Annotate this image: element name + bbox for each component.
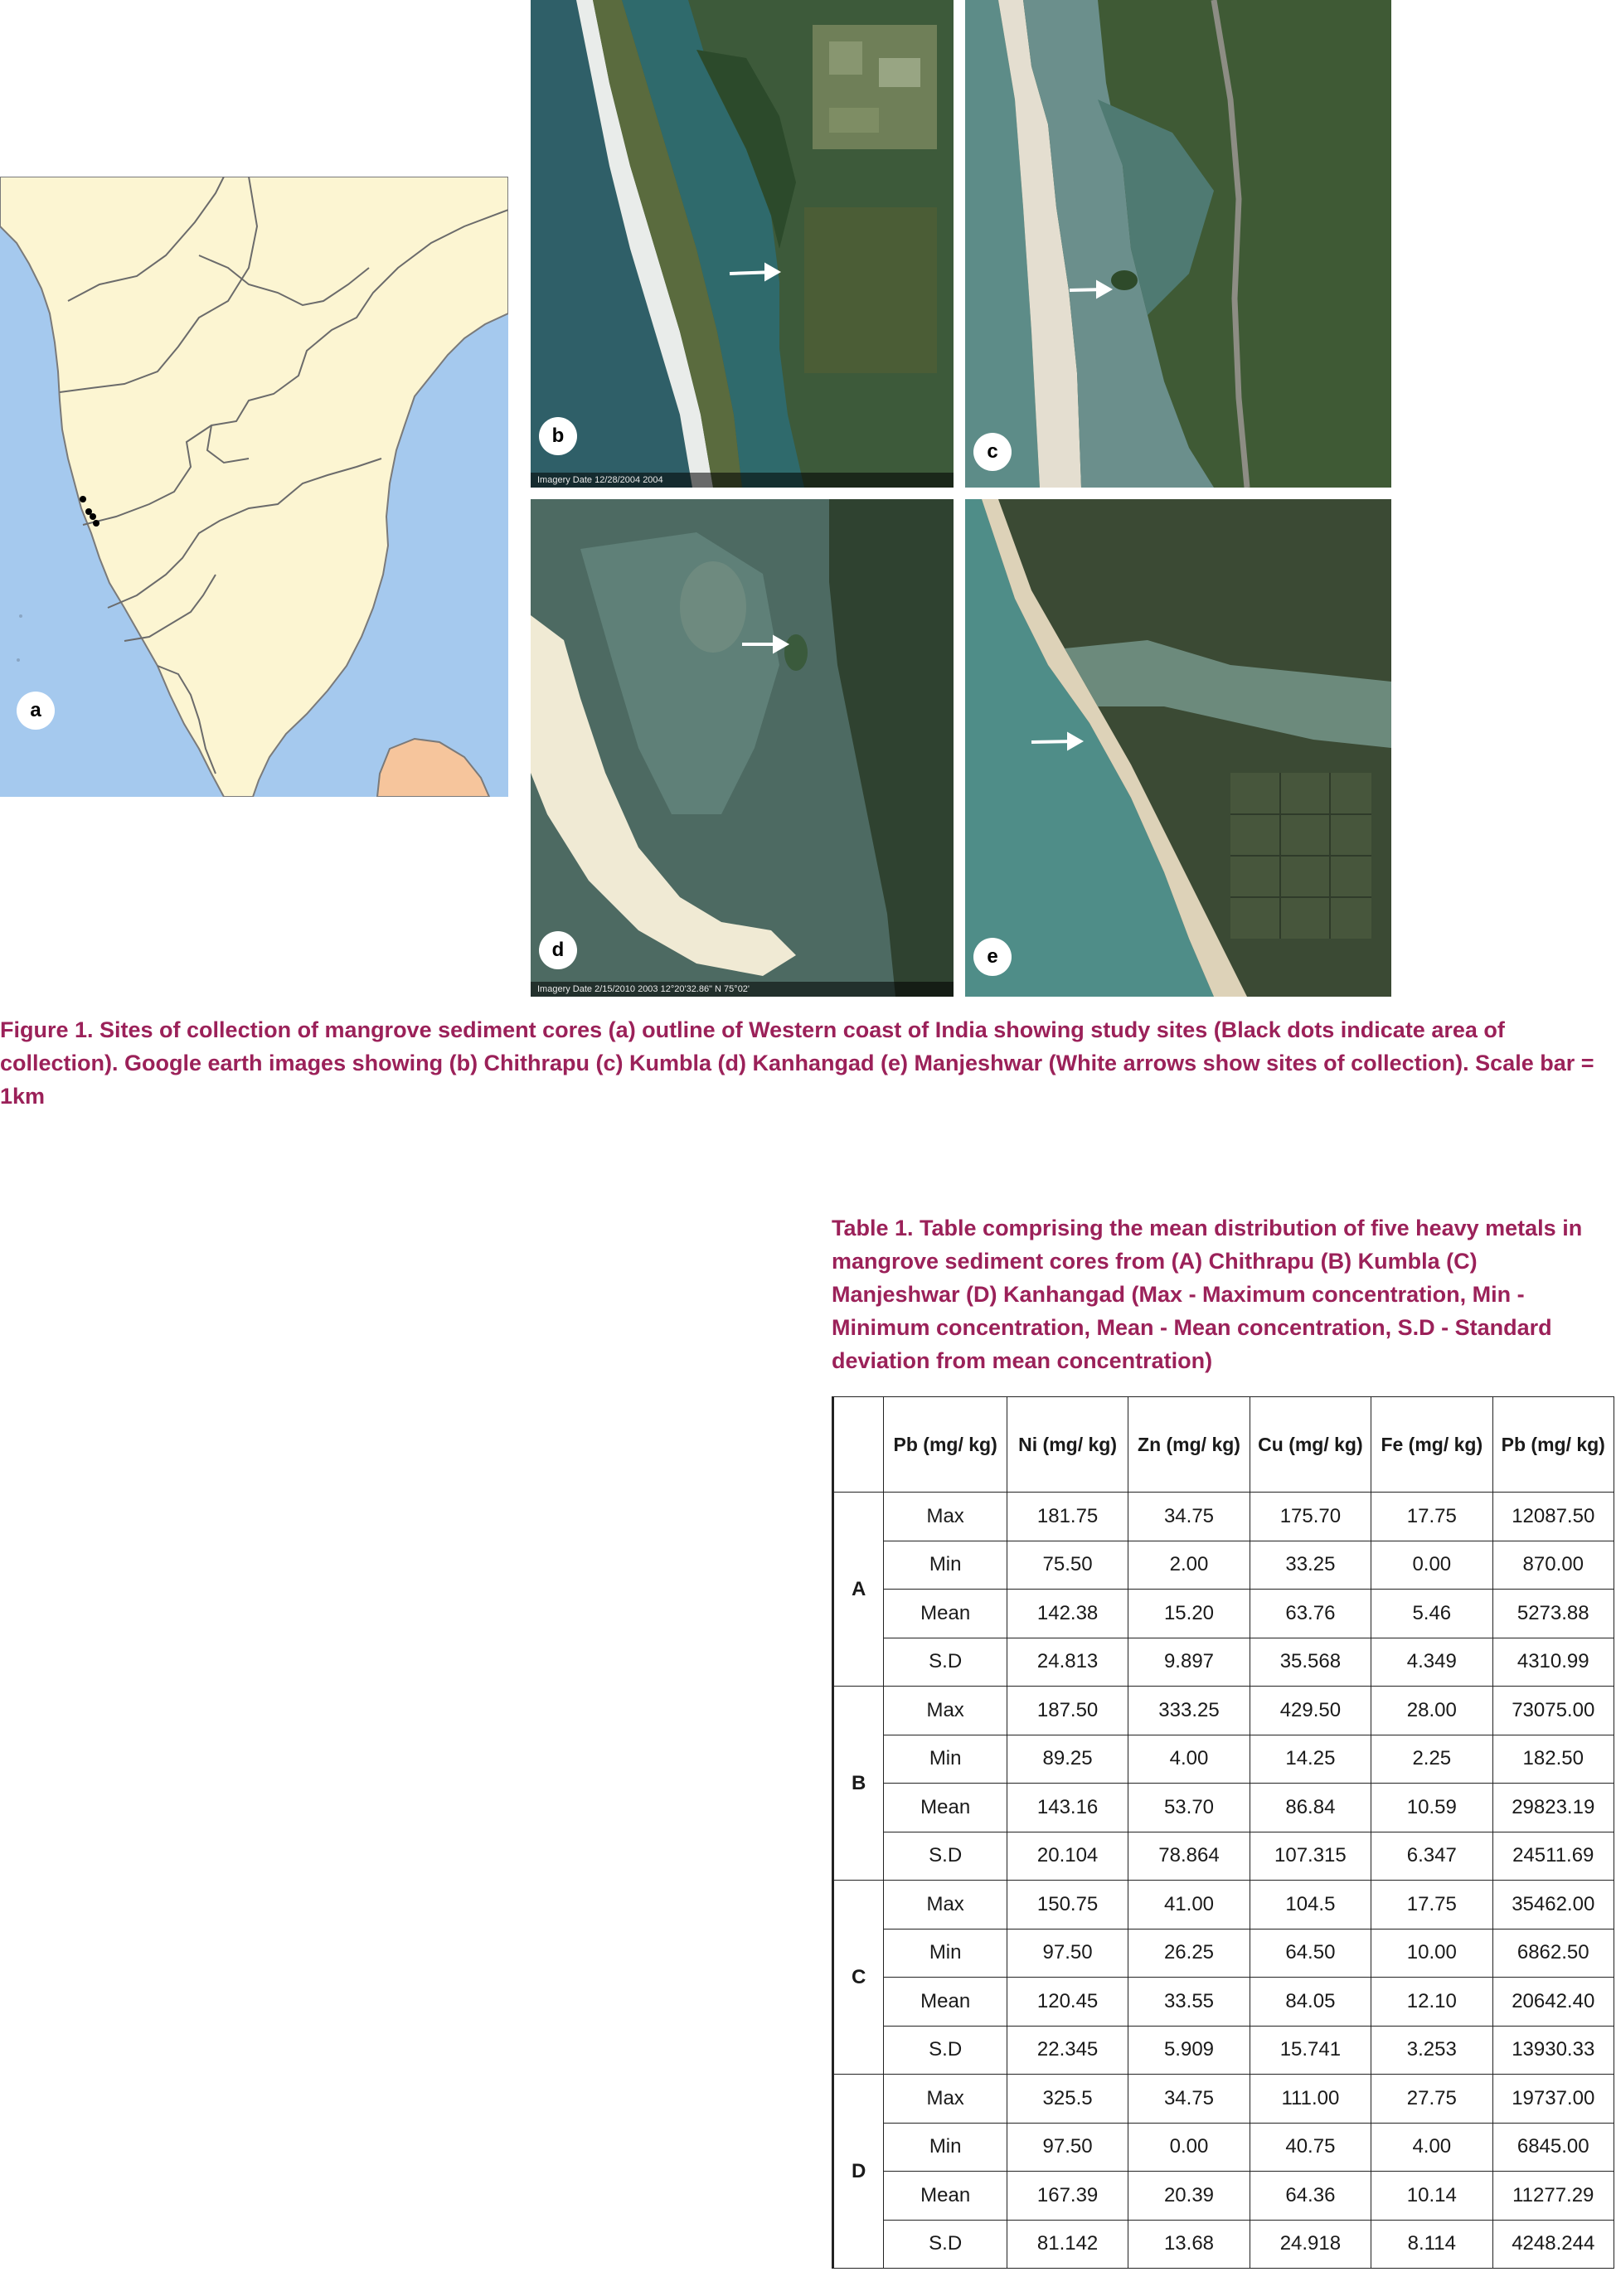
header-cell: Pb (mg/ kg) [1492, 1397, 1614, 1493]
value-cell: 5.909 [1128, 2026, 1250, 2075]
satellite-image-kumbla [965, 0, 1391, 488]
table-row [833, 2075, 1614, 2124]
value-cell: 175.70 [1250, 1493, 1371, 1541]
table-row [833, 1590, 1614, 1638]
table-row [833, 2172, 1614, 2221]
table-row [833, 1493, 1614, 1541]
table-row [833, 2123, 1614, 2172]
value-cell: 333.25 [1128, 1687, 1250, 1735]
table-row [833, 2026, 1614, 2075]
statistic-label-cell: Mean [884, 1978, 1007, 2027]
india-outline-map [0, 177, 508, 797]
heavy-metals-table [832, 1396, 1614, 2269]
value-cell: 8.114 [1371, 2220, 1492, 2269]
panel-label-e: e [973, 938, 1012, 976]
table-row [833, 1638, 1614, 1687]
imagery-date-d: Imagery Date 2/15/2010 2003 12°20'32.86" N 75°02' [531, 982, 954, 997]
value-cell: 13.68 [1128, 2220, 1250, 2269]
imagery-date-b: Imagery Date 12/28/2004 2004 [531, 473, 954, 488]
value-cell: 24511.69 [1492, 1832, 1614, 1881]
table-row [833, 1929, 1614, 1978]
value-cell: 120.45 [1007, 1978, 1128, 2027]
value-cell: 11277.29 [1492, 2172, 1614, 2221]
header-cell: Cu (mg/ kg) [1250, 1397, 1371, 1493]
value-cell: 24.918 [1250, 2220, 1371, 2269]
statistic-label-cell: Mean [884, 1784, 1007, 1832]
value-cell: 29823.19 [1492, 1784, 1614, 1832]
value-cell: 5.46 [1371, 1590, 1492, 1638]
value-cell: 34.75 [1128, 2075, 1250, 2124]
value-cell: 84.05 [1250, 1978, 1371, 2027]
header-cell: Zn (mg/ kg) [1128, 1397, 1250, 1493]
value-cell: 15.741 [1250, 2026, 1371, 2075]
satellite-image-kanhangad [531, 499, 954, 997]
table-row [833, 1978, 1614, 2027]
value-cell: 6845.00 [1492, 2123, 1614, 2172]
table-row [833, 1881, 1614, 1930]
value-cell: 4310.99 [1492, 1638, 1614, 1687]
value-cell: 97.50 [1007, 2123, 1128, 2172]
value-cell: 107.315 [1250, 1832, 1371, 1881]
statistic-label-cell: Min [884, 1735, 1007, 1784]
figure-caption: Figure 1. Sites of collection of mangrove sediment cores (a) outline of Western coast of India showing study sites (Black dots indicate area of collection). Google earth images showing (b) Chithrapu (c) Kumbla (d) Kanhangad (e) Manjeshwar (White arrows show sites of collection). Scale bar = 1km [0, 1017, 1594, 1109]
value-cell: 86.84 [1250, 1784, 1371, 1832]
value-cell: 15.20 [1128, 1590, 1250, 1638]
value-cell: 4.00 [1128, 1735, 1250, 1784]
value-cell: 63.76 [1250, 1590, 1371, 1638]
value-cell: 111.00 [1250, 2075, 1371, 2124]
value-cell: 28.00 [1371, 1687, 1492, 1735]
panel-d-satellite [531, 499, 954, 997]
value-cell: 5273.88 [1492, 1590, 1614, 1638]
table-header-row [833, 1397, 1614, 1493]
value-cell: 2.00 [1128, 1541, 1250, 1590]
value-cell: 41.00 [1128, 1881, 1250, 1930]
value-cell: 22.345 [1007, 2026, 1128, 2075]
panel-c-satellite [965, 0, 1391, 488]
statistic-label-cell: Max [884, 1687, 1007, 1735]
value-cell: 33.55 [1128, 1978, 1250, 2027]
value-cell: 40.75 [1250, 2123, 1371, 2172]
value-cell: 17.75 [1371, 1881, 1492, 1930]
table-row [833, 1832, 1614, 1881]
statistic-label-cell: Max [884, 1493, 1007, 1541]
group-label-cell: A [833, 1493, 884, 1687]
statistic-label-cell: S.D [884, 1832, 1007, 1881]
header-cell: Fe (mg/ kg) [1371, 1397, 1492, 1493]
panel-label-a: a [17, 692, 55, 730]
panel-b-satellite [531, 0, 954, 488]
satellite-image-chithrapu [531, 0, 954, 488]
statistic-label-cell: S.D [884, 1638, 1007, 1687]
value-cell: 0.00 [1371, 1541, 1492, 1590]
value-cell: 187.50 [1007, 1687, 1128, 1735]
value-cell: 4248.244 [1492, 2220, 1614, 2269]
header-cell: Ni (mg/ kg) [1007, 1397, 1128, 1493]
value-cell: 4.00 [1371, 2123, 1492, 2172]
value-cell: 64.50 [1250, 1929, 1371, 1978]
group-label-cell: C [833, 1881, 884, 2075]
value-cell: 429.50 [1250, 1687, 1371, 1735]
value-cell: 167.39 [1007, 2172, 1128, 2221]
value-cell: 142.38 [1007, 1590, 1128, 1638]
value-cell: 35.568 [1250, 1638, 1371, 1687]
value-cell: 10.14 [1371, 2172, 1492, 2221]
value-cell: 870.00 [1492, 1541, 1614, 1590]
table-row [833, 1541, 1614, 1590]
value-cell: 81.142 [1007, 2220, 1128, 2269]
statistic-label-cell: Mean [884, 1590, 1007, 1638]
value-cell: 97.50 [1007, 1929, 1128, 1978]
value-cell: 19737.00 [1492, 2075, 1614, 2124]
statistic-label-cell: Max [884, 1881, 1007, 1930]
panel-e-satellite [965, 499, 1391, 997]
panel-a-map [0, 177, 508, 797]
value-cell: 78.864 [1128, 1832, 1250, 1881]
table-row [833, 1784, 1614, 1832]
value-cell: 75.50 [1007, 1541, 1128, 1590]
statistic-label-cell: Mean [884, 2172, 1007, 2221]
value-cell: 35462.00 [1492, 1881, 1614, 1930]
value-cell: 10.00 [1371, 1929, 1492, 1978]
value-cell: 20.104 [1007, 1832, 1128, 1881]
statistic-label-cell: Max [884, 2075, 1007, 2124]
group-label-cell: D [833, 2075, 884, 2269]
table-row [833, 2220, 1614, 2269]
value-cell: 325.5 [1007, 2075, 1128, 2124]
value-cell: 27.75 [1371, 2075, 1492, 2124]
value-cell: 89.25 [1007, 1735, 1128, 1784]
value-cell: 181.75 [1007, 1493, 1128, 1541]
group-label-cell: B [833, 1687, 884, 1881]
value-cell: 26.25 [1128, 1929, 1250, 1978]
table-row [833, 1687, 1614, 1735]
value-cell: 143.16 [1007, 1784, 1128, 1832]
value-cell: 4.349 [1371, 1638, 1492, 1687]
header-cell: Pb (mg/ kg) [884, 1397, 1007, 1493]
satellite-image-manjeshwar [965, 499, 1391, 997]
value-cell: 0.00 [1128, 2123, 1250, 2172]
value-cell: 24.813 [1007, 1638, 1128, 1687]
value-cell: 10.59 [1371, 1784, 1492, 1832]
value-cell: 33.25 [1250, 1541, 1371, 1590]
value-cell: 182.50 [1492, 1735, 1614, 1784]
value-cell: 12087.50 [1492, 1493, 1614, 1541]
table-body [833, 1493, 1614, 2269]
statistic-label-cell: Min [884, 1929, 1007, 1978]
value-cell: 20642.40 [1492, 1978, 1614, 2027]
value-cell: 20.39 [1128, 2172, 1250, 2221]
statistic-label-cell: Min [884, 2123, 1007, 2172]
value-cell: 34.75 [1128, 1493, 1250, 1541]
value-cell: 104.5 [1250, 1881, 1371, 1930]
statistic-label-cell: S.D [884, 2220, 1007, 2269]
value-cell: 64.36 [1250, 2172, 1371, 2221]
value-cell: 14.25 [1250, 1735, 1371, 1784]
panel-label-d: d [539, 931, 577, 969]
value-cell: 150.75 [1007, 1881, 1128, 1930]
statistic-label-cell: S.D [884, 2026, 1007, 2075]
value-cell: 6.347 [1371, 1832, 1492, 1881]
value-cell: 13930.33 [1492, 2026, 1614, 2075]
value-cell: 12.10 [1371, 1978, 1492, 2027]
value-cell: 17.75 [1371, 1493, 1492, 1541]
statistic-label-cell: Min [884, 1541, 1007, 1590]
header-cell [833, 1397, 884, 1493]
value-cell: 2.25 [1371, 1735, 1492, 1784]
value-cell: 73075.00 [1492, 1687, 1614, 1735]
value-cell: 3.253 [1371, 2026, 1492, 2075]
panel-label-c: c [973, 433, 1012, 471]
value-cell: 6862.50 [1492, 1929, 1614, 1978]
table-caption: Table 1. Table comprising the mean distribution of five heavy metals in mangrove sediment cores from (A) Chithrapu (B) Kumbla (C) Manjeshwar (D) Kanhangad (Max - Maximum concentration, Min - Minimum concentration, Mean - Mean concentration, S.D - Standard deviation from mean concentration) [832, 1216, 1583, 1373]
table-row [833, 1735, 1614, 1784]
value-cell: 53.70 [1128, 1784, 1250, 1832]
value-cell: 9.897 [1128, 1638, 1250, 1687]
panel-label-b: b [539, 417, 577, 455]
